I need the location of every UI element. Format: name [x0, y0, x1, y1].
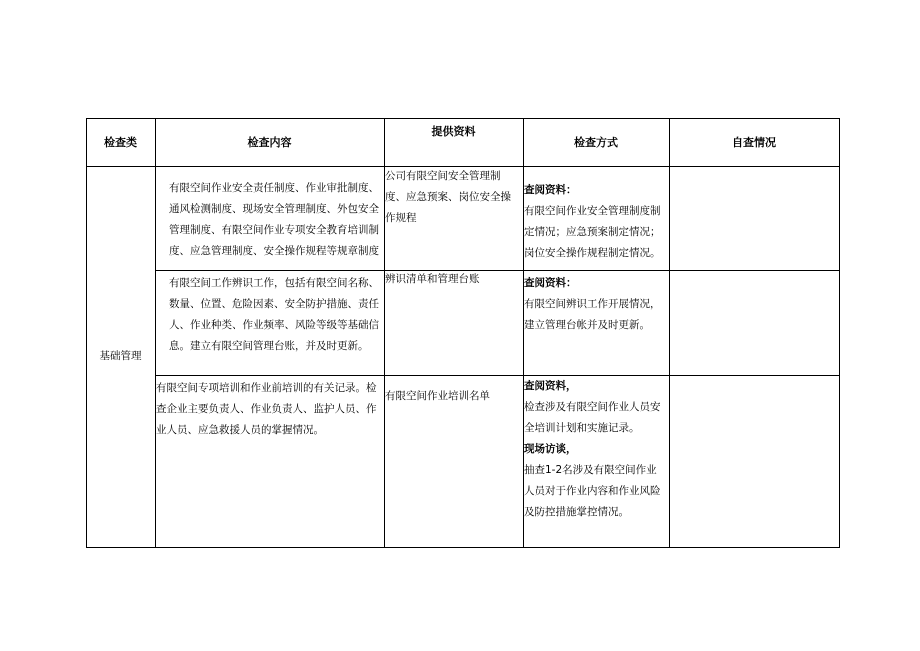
header-method: 检查方式	[574, 136, 618, 149]
grid-line	[86, 547, 840, 548]
grid-line	[669, 118, 670, 548]
grid-line	[839, 118, 840, 548]
content-line: 通风检测制度、现场安全管理制度、外包安全	[169, 203, 379, 215]
content-line: 人、作业种类、作业频率、风险等级等基础信	[169, 319, 379, 331]
content-line: 有限空间作业安全责任制度、作业审批制度、	[169, 182, 379, 194]
header-self-check: 自查情况	[732, 136, 776, 149]
row-2-method	[524, 273, 661, 336]
row-1-content	[169, 178, 379, 262]
row-3-content	[156, 378, 377, 441]
method-title: 现场访谈，	[524, 443, 577, 455]
material-line: 辨识清单和管理台账	[385, 273, 480, 285]
material-line: 有限空间作业培训名单	[385, 390, 490, 402]
header-content: 检查内容	[247, 136, 292, 149]
method-line: 检查涉及有限空间作业人员安	[524, 401, 661, 413]
row-1-materials	[385, 166, 511, 229]
method-line: 全培训计划和实施记录。	[524, 422, 640, 434]
content-line: 有限空间专项培训和作业前培训的有关记录。检	[156, 382, 377, 394]
method-title: 查阅资料：	[524, 184, 577, 196]
grid-line	[155, 375, 840, 376]
method-line: 人员对于作业内容和作业风险	[524, 485, 661, 497]
content-line: 数量、位置、危险因素、安全防护措施、责任	[169, 298, 379, 310]
method-line: 抽查1-2名涉及有限空间作业	[524, 464, 657, 476]
row-1-method	[524, 180, 661, 264]
material-line: 作规程	[385, 212, 417, 224]
content-line: 业人员、应急救援人员的掌握情况。	[156, 424, 324, 436]
row-2-materials	[385, 269, 480, 290]
material-line: 公司有限空间安全管理制	[385, 170, 501, 182]
content-line: 息。建立有限空间管理台账，并及时更新。	[169, 340, 369, 352]
method-line: 有限空间作业安全管理制度制	[524, 205, 661, 217]
row-2-content	[169, 273, 379, 357]
row-3-method	[524, 376, 661, 523]
grid-line	[155, 118, 156, 548]
header-category: 检查类	[104, 136, 137, 149]
method-line: 及防控措施掌控情况。	[524, 506, 629, 518]
material-line: 度、应急预案、岗位安全操	[385, 191, 511, 203]
method-title: 查阅资料，	[524, 380, 577, 392]
content-line: 有限空间工作辨识工作，包括有限空间名称、	[169, 277, 379, 289]
content-line: 查企业主要负责人、作业负责人、监护人员、作	[156, 403, 377, 415]
method-line: 建立管理台帐并及时更新。	[524, 319, 650, 331]
row-3-materials	[385, 386, 490, 407]
inspection-table	[86, 118, 840, 548]
method-line: 有限空间辨识工作开展情况，	[524, 298, 661, 310]
header-materials: 提供资料	[431, 125, 476, 138]
category-label: 基础管理	[99, 350, 142, 362]
content-line: 管理制度、有限空间作业专项安全教育培训制	[169, 224, 379, 236]
grid-line	[155, 270, 840, 271]
method-line: 岗位安全操作规程制定情况。	[524, 247, 661, 259]
method-title: 查阅资料：	[524, 277, 577, 289]
method-line: 定情况；应急预案制定情况；	[524, 226, 661, 238]
grid-line	[86, 118, 87, 548]
grid-line	[86, 118, 840, 119]
content-line: 度、应急管理制度、安全操作规程等规章制度	[169, 245, 379, 257]
